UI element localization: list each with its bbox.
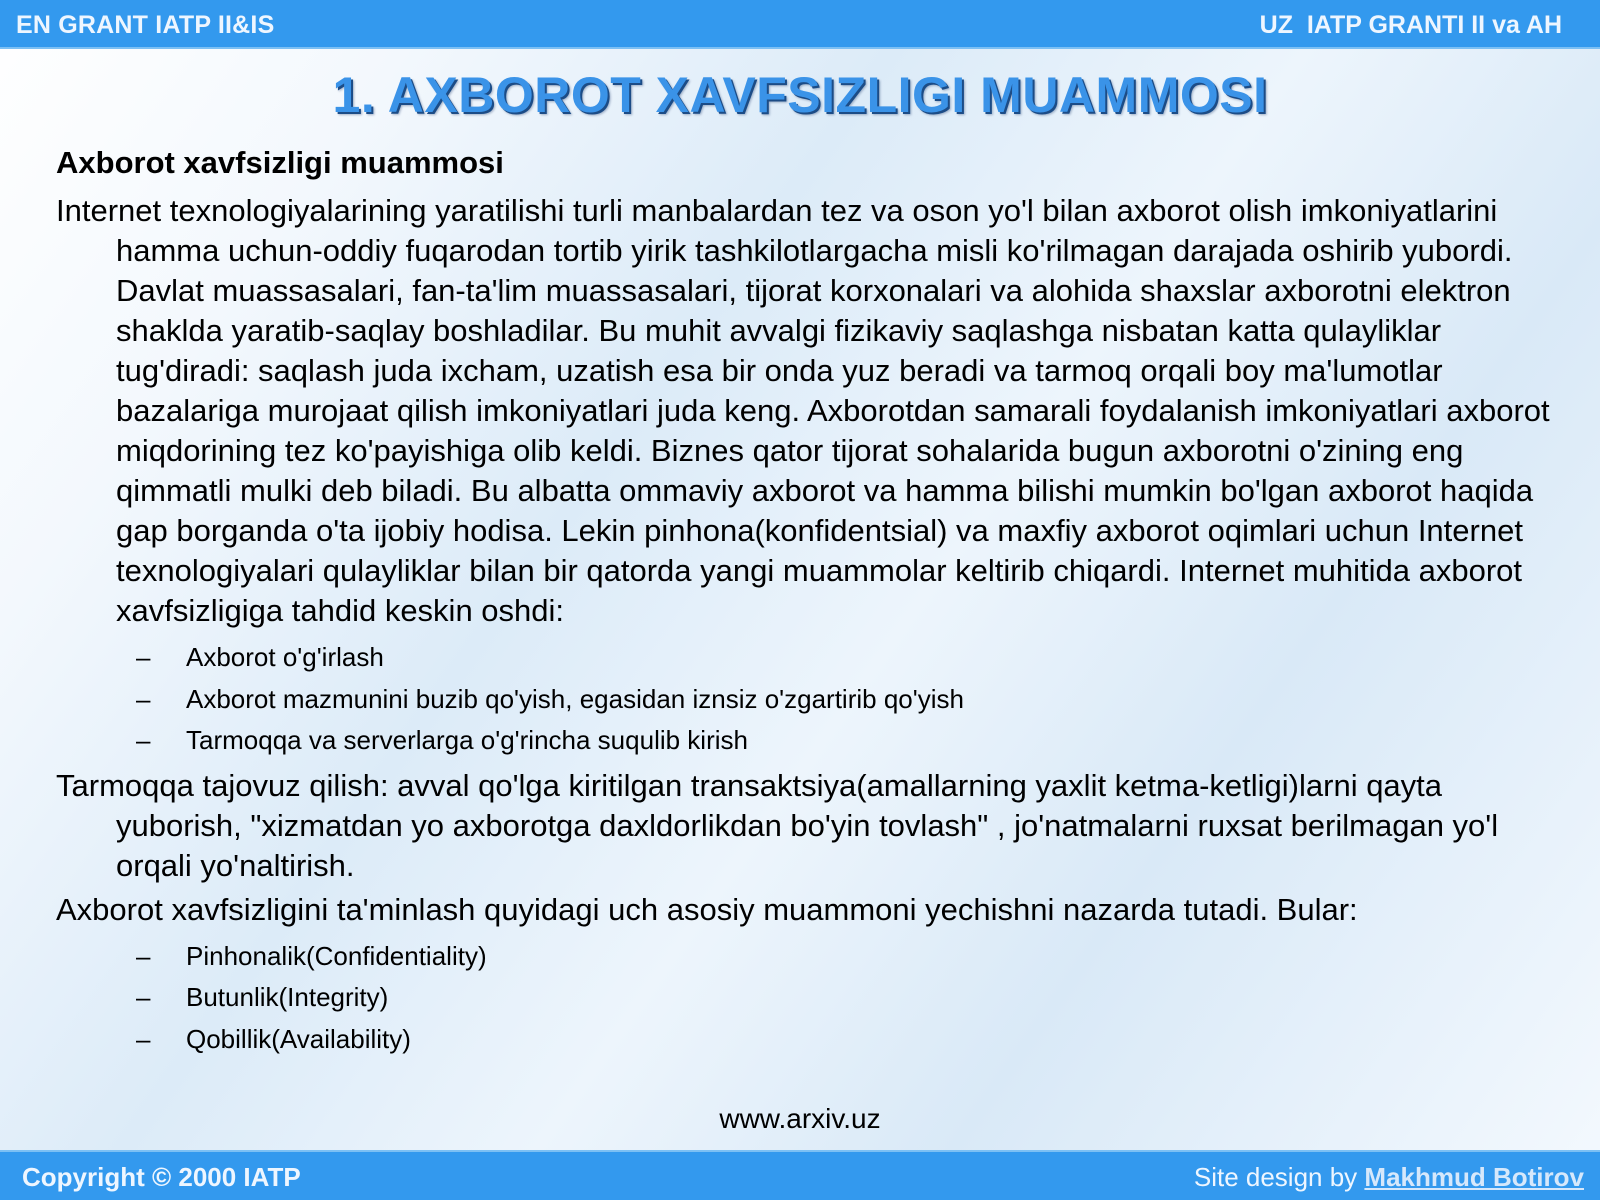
- list-item-text: Axborot mazmunini buzib qo'yish, egasidan iznsiz o'zgartirib qo'yish: [186, 683, 964, 714]
- dash-bullet: –: [136, 683, 151, 714]
- copyright-label: Copyright © 2000 IATP: [22, 1162, 301, 1192]
- design-prefix: Site design by: [1193, 1162, 1365, 1192]
- list-item: [56, 679, 1566, 721]
- list-item-text: Pinhonalik(Confidentiality): [186, 940, 487, 971]
- subheading: Axborot xavfsizligi muammosi: [56, 145, 504, 180]
- designer-link[interactable]: Makhmud Botirov: [1364, 1162, 1584, 1192]
- paragraph-intro: Internet texnologiyalarining yaratilishi turli manbalardan tez va oson yo'l bilan axborot olish imkoniyatlarini hamma uchun-oddiy fuqarodan tortib yirik tashkilotlargacha misli ko'rilmagan darajada oshirib yubordi. Davlat muassasalari, fan-ta'lim muassasalari, tijorat korxonalari va alohida shaxslar axborotni elektron shakldа yaratib-saqlay boshladilar. Bu muhit avvalgi fizikaviy saqlashga nisbatan katta qulayliklar tug'diradi: saqlash juda ixcham, uzatish esa bir onda yuz beradi va tarmoq orqali boy ma'lumotlar bazalariga murojaat qilish imkoniyatlari juda keng. Axborotdan samarali foydalanish imkoniyatlari axborot miqdorining tez ko'payishiga olib keldi. Biznes qator tijorat sohalarida bugun axborotni o'zining eng qimmatli mulki deb biladi. Bu albatta ommaviy axborot va hamma bilishi mumkin bo'lgan axborot haqida gap borganda o'ta ijobiy hodisa. Lekin pinhona(konfidentsial) va maxfiy axborot oqimlari uchun Internet texnologiyalari qulayliklar bilan bir qatorda yangi muammolar keltirib chiqardi. Internet muhitida axborot xavfsizligiga tahdid keskin oshdi:: [56, 193, 1550, 628]
- slide-title: 1. AXBOROT XAVFSIZLIGI MUAMMOSI: [332, 67, 1268, 123]
- top-header-bar: [0, 0, 1600, 49]
- list-item-text: Butunlik(Integrity): [186, 982, 389, 1012]
- footer-url: www.arxiv.uz: [719, 1103, 881, 1134]
- principles-list: [56, 936, 1566, 1061]
- header-left-label: EN GRANT IATP II&IS: [16, 11, 275, 39]
- list-item: [56, 936, 1566, 978]
- header-right-label: UZ IATP GRANTI II va AH: [1259, 11, 1562, 39]
- dash-bullet: –: [136, 642, 151, 672]
- bottom-footer-bar: [0, 1150, 1600, 1200]
- threat-list: [56, 637, 1566, 762]
- paragraph-security-problems: Axborot xavfsizligini ta'minlash quyidagi uch asosiy muammoni yechishni nazarda tutadi. Bular:: [56, 891, 1358, 927]
- list-item-text: Qobillik(Availability): [186, 1023, 411, 1054]
- list-item: [56, 720, 1566, 762]
- list-item-text: Axborot o'g'irlash: [186, 642, 384, 672]
- site-design-credit: [1194, 1162, 1584, 1193]
- dash-bullet: –: [136, 1023, 151, 1054]
- slide-content: [56, 143, 1566, 1064]
- dash-bullet: –: [136, 725, 151, 755]
- dash-bullet: –: [136, 982, 151, 1012]
- paragraph-network-attack: Tarmoqqa tajovuz qilish: avval qo'lga kiritilgan transaktsiya(amallarning yaxlit ketma-ketligi)larni qayta yuborish, "xizmatdan yo axborotga daxldorlikdan bo'yin tovlash" , jo'natmalarni ruxsat berilmagan yo'l orqali yo'naltirish.: [56, 767, 1499, 883]
- list-item: [56, 977, 1566, 1019]
- list-item-text: Tarmoqqa va serverlarga o'g'rincha suqulib kirish: [186, 725, 748, 755]
- list-item: [56, 637, 1566, 679]
- list-item: [56, 1019, 1566, 1061]
- dash-bullet: –: [136, 940, 151, 971]
